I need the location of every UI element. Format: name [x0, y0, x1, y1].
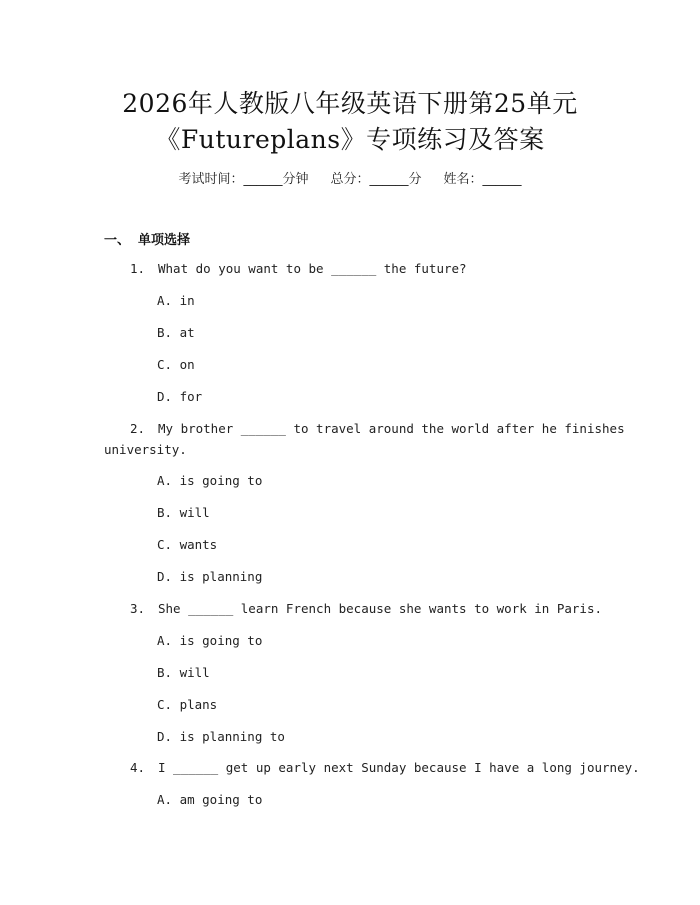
student-name-field: 姓名：______ [443, 172, 522, 187]
question-2-option-a: A. is going to [157, 473, 263, 488]
question-1-option-d: D. for [157, 389, 203, 404]
question-3 [130, 599, 602, 619]
section-heading [104, 229, 190, 248]
question-text: My brother ______ to travel around the world after he finishes [158, 421, 625, 436]
document-title-line-1: 2026年人教版八年级英语下册第25单元 [122, 89, 578, 118]
question-2-option-b: B. will [157, 505, 210, 520]
question-3-option-d: D. is planning to [157, 729, 285, 744]
question-1-option-b: B. at [157, 325, 195, 340]
question-1-option-a: A. in [157, 293, 195, 308]
question-2 [130, 419, 625, 439]
question-4 [130, 758, 640, 778]
question-text: What do you want to be ______ the future? [158, 261, 467, 276]
question-3-option-c: C. plans [157, 697, 218, 712]
total-score-field: 总分：______分 [330, 172, 422, 187]
question-3-option-a: A. is going to [157, 633, 263, 648]
document-title-line-2: 《Futureplans》专项练习及答案 [155, 125, 545, 154]
question-2-option-d: D. is planning [157, 569, 263, 584]
question-number: 1. [130, 261, 146, 276]
question-2-option-c: C. wants [157, 537, 218, 552]
question-number: 2. [130, 421, 146, 436]
section-title: 单项选择 [138, 233, 191, 248]
question-3-option-b: B. will [157, 665, 210, 680]
question-number: 4. [130, 760, 146, 775]
question-text: I ______ get up early next Sunday because I have a long journey. [158, 760, 640, 775]
question-text: She ______ learn French because she wants to work in Paris. [158, 601, 603, 616]
question-1-option-c: C. on [157, 357, 195, 372]
question-2-text-continued: university. [104, 442, 187, 457]
section-number: 一、 [104, 233, 131, 248]
question-4-option-a: A. am going to [157, 792, 263, 807]
exam-time-field: 考试时间：______分钟 [178, 172, 309, 187]
question-number: 3. [130, 601, 146, 616]
question-1 [130, 259, 467, 279]
exam-info-line [0, 168, 700, 187]
